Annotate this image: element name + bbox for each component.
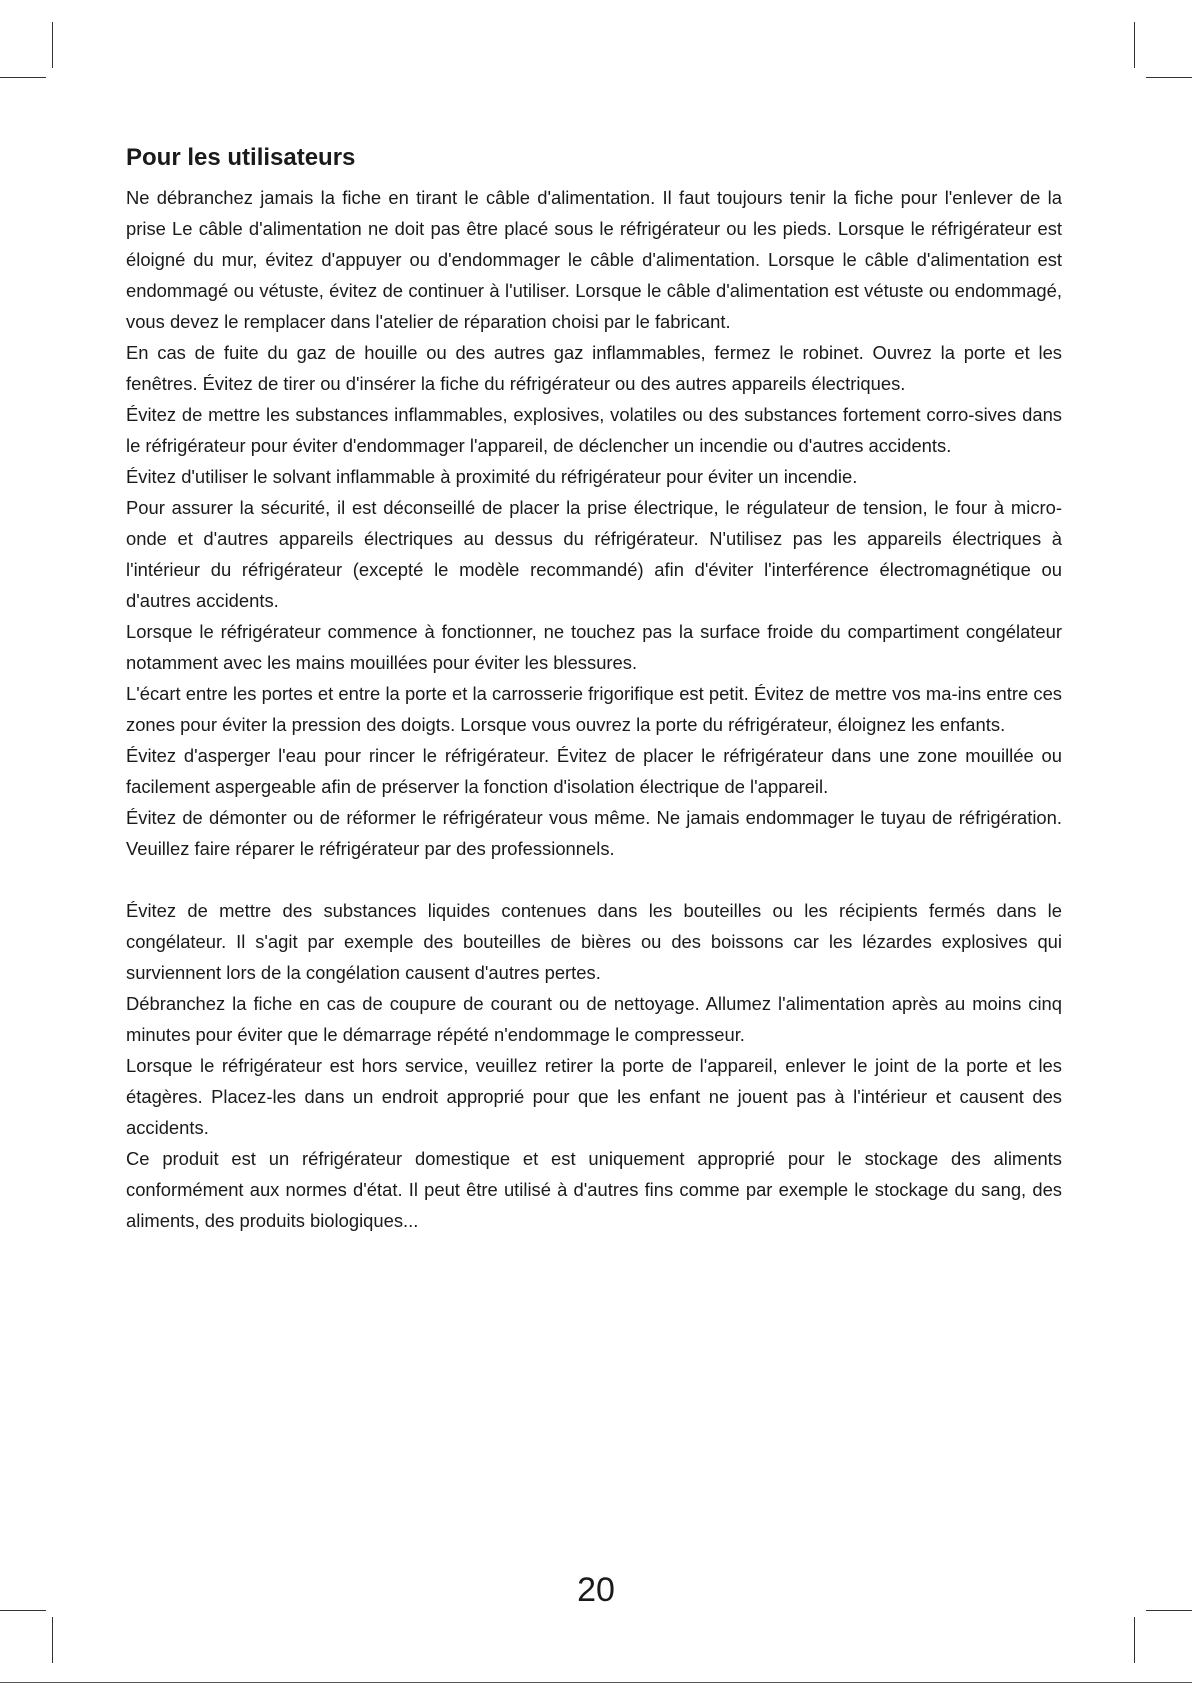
- paragraph-flammable-solvent: Évitez d'utiliser le solvant inflammable à proximité du réfrigérateur pour éviter un incendie.: [126, 466, 858, 487]
- crop-mark-bottom-right-v: [1134, 1617, 1135, 1663]
- paragraph-cold-surface: Lorsque le réfrigérateur commence à fonctionner, ne touchez pas la surface froide du compartiment congélateur notamment avec les mains mouillées pour éviter les blessures.: [126, 621, 1062, 673]
- crop-mark-bottom-left-v: [52, 1617, 53, 1663]
- paragraph-out-of-service: Lorsque le réfrigérateur est hors service, veuillez retirer la porte de l'appareil, enlever le joint de la porte et les étagères. Placez-les dans un endroit approprié pour que les enfant ne jouent pas à l'intérieur et causent des accidents.: [126, 1055, 1062, 1138]
- paragraph-power-cable: Ne débranchez jamais la fiche en tirant le câble d'alimentation. Il faut toujours tenir la fiche pour l'enlever de la prise Le câble d'alimentation ne doit pas être placé sous le réfrigérateur ou les pieds. Lorsque le réfrigérateur est éloigné du mur, évitez d'appuyer ou d'endommager le câble d'alimentation. Lorsque le câble d'alimentation est endommagé ou vétuste, évitez de continuer à l'utiliser. Lorsque le câble d'alimentation est vétuste ou endommagé, vous devez le remplacer dans l'atelier de réparation choisi par le fabricant.: [126, 187, 1062, 332]
- paragraph-water-spray: Évitez d'asperger l'eau pour rincer le réfrigérateur. Évitez de placer le réfrigérateur dans une zone mouillée ou facilement aspergeable afin de préserver la fonction d'isolation électrique de l'appareil.: [126, 745, 1062, 797]
- paragraph-electrical-appliances: Pour assurer la sécurité, il est déconseillé de placer la prise électrique, le régulateur de tension, le four à micro-onde et d'autres appareils électriques au dessus du réfrigérateur. N'utilisez pas les appareils électriques à l'intérieur du réfrigérateur (excepté le modèle recommandé) afin d'éviter l'interférence électromagnétique ou d'autres accidents.: [126, 497, 1062, 611]
- paragraph-spacer: [126, 864, 1062, 895]
- page-number: 20: [577, 1571, 615, 1609]
- crop-mark-bottom-right-h: [1146, 1610, 1192, 1611]
- crop-mark-top-right-v: [1134, 22, 1135, 68]
- paragraph-liquid-containers: Évitez de mettre des substances liquides contenues dans les bouteilles ou les récipients fermés dans le congélateur. Il s'agit par exemple des bouteilles de bières ou des boissons car les lézardes explosives qui surviennent lors de la congélation causent d'autres pertes.: [126, 900, 1062, 983]
- paragraph-disassembly: Évitez de démonter ou de réformer le réfrigérateur vous même. Ne jamais endommager le tuyau de réfrigération. Veuillez faire réparer le réfrigérateur par des professionnels.: [126, 807, 1062, 859]
- paragraph-door-gap: L'écart entre les portes et entre la porte et la carrosserie frigorifique est petit. Évitez de mettre vos ma-ins entre ces zones pour éviter la pression des doigts. Lorsque vous ouvrez la porte du réfrigérateur, éloignez les enfants.: [126, 683, 1062, 735]
- paragraph-gas-leak: En cas de fuite du gaz de houille ou des autres gaz inflammables, fermez le robinet. Ouvrez la porte et les fenêtres. Évitez de tirer ou d'insérer la fiche du réfrigérateur ou des autres appareils électriques.: [126, 342, 1062, 394]
- bottom-rule: [0, 1682, 1192, 1683]
- paragraph-flammable-substances: Évitez de mettre les substances inflammables, explosives, volatiles ou des substances fortement corro-sives dans le réfrigérateur pour éviter d'endommager l'appareil, de déclencher un incendie ou d'autres accidents.: [126, 404, 1062, 456]
- crop-mark-top-right-h: [1146, 77, 1192, 78]
- paragraph-unplug: Débranchez la fiche en cas de coupure de courant ou de nettoyage. Allumez l'alimentation après au moins cinq minutes pour éviter que le démarrage répété n'endommage le compresseur.: [126, 993, 1062, 1045]
- crop-mark-bottom-left-h: [0, 1610, 46, 1611]
- section-heading: Pour les utilisateurs: [126, 144, 356, 171]
- paragraph-domestic-use: Ce produit est un réfrigérateur domestique et est uniquement approprié pour le stockage des aliments conformément aux normes d'état. Il peut être utilisé à d'autres fins comme par exemple le stockage du sang, des aliments, des produits biologiques...: [126, 1148, 1062, 1231]
- crop-mark-top-left-v: [52, 22, 53, 68]
- document-body: [126, 140, 1062, 1236]
- crop-mark-top-left-h: [0, 77, 46, 78]
